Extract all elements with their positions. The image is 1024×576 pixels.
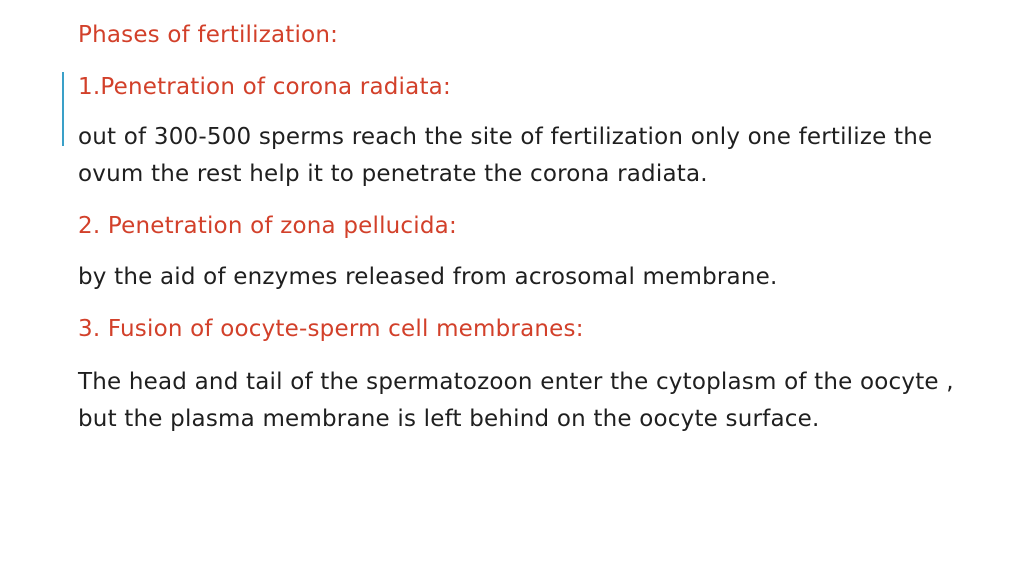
section-body-corona-radiata: out of 300-500 sperms reach the site of fertilization only one fertilize the ovum the rest help it to penetrate the corona radiata. (78, 124, 933, 187)
section-heading-membrane-fusion: 3. Fusion of oocyte-sperm cell membranes: (78, 316, 584, 342)
section-heading-corona-radiata: 1.Penetration of corona radiata: (78, 74, 451, 100)
accent-bar (62, 72, 64, 146)
section-body-membrane-fusion: The head and tail of the spermatozoon enter the cytoplasm of the oocyte , but the plasma membrane is left behind on the oocyte surface. (78, 369, 954, 432)
section-body-zona-pellucida: by the aid of enzymes released from acrosomal membrane. (78, 264, 778, 290)
section-heading-zona-pellucida: 2. Penetration of zona pellucida: (78, 213, 457, 239)
slide-title: Phases of fertilization: (78, 22, 339, 48)
